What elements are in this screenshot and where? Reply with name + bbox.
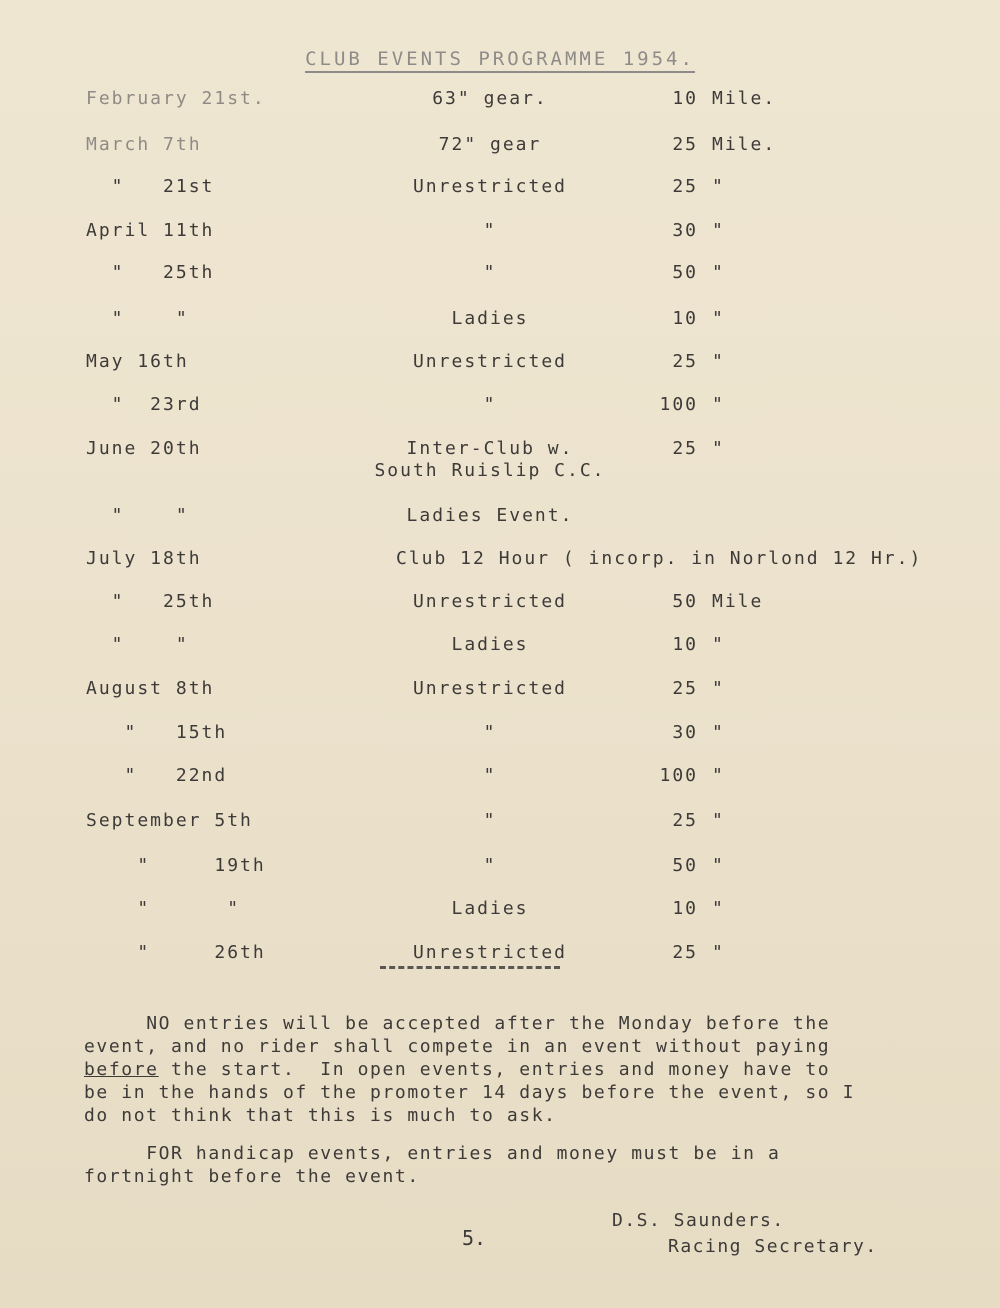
event-distance: 100 bbox=[659, 394, 698, 415]
event-unit: " bbox=[712, 176, 725, 197]
event-name: Inter-Club w. bbox=[406, 438, 574, 459]
event-date: " " bbox=[86, 634, 189, 655]
page-title: CLUB EVENTS PROGRAMME 1954. bbox=[0, 48, 1000, 70]
event-date: April 11th bbox=[86, 220, 215, 241]
event-distance: 100 bbox=[659, 765, 698, 786]
event-date: " " bbox=[86, 308, 189, 329]
event-name: Unrestricted bbox=[412, 176, 568, 197]
event-unit: " bbox=[712, 855, 725, 876]
event-unit: " bbox=[712, 634, 725, 655]
event-distance: 25 bbox=[672, 134, 698, 155]
table-row bbox=[0, 591, 1000, 621]
event-name: Unrestricted bbox=[412, 678, 568, 699]
event-unit: " bbox=[712, 262, 725, 283]
event-unit: " bbox=[712, 394, 725, 415]
event-distance: 25 bbox=[672, 176, 698, 197]
event-date: July 18th bbox=[86, 548, 202, 569]
event-date: February 21st. bbox=[86, 88, 266, 109]
event-date: August 8th bbox=[86, 678, 215, 699]
event-name: 72" gear bbox=[438, 134, 542, 155]
event-date: May 16th bbox=[86, 351, 189, 372]
table-row bbox=[0, 134, 1000, 164]
event-unit: " bbox=[712, 438, 725, 459]
table-row bbox=[0, 634, 1000, 664]
event-distance: 30 bbox=[672, 722, 698, 743]
event-unit: " bbox=[712, 898, 725, 919]
event-unit: " bbox=[712, 351, 725, 372]
event-date: September 5th bbox=[86, 810, 253, 831]
table-row bbox=[0, 548, 1000, 578]
event-date: " 26th bbox=[86, 942, 266, 963]
event-name: Ladies bbox=[451, 634, 529, 655]
event-distance: 10 bbox=[672, 634, 698, 655]
event-name: " bbox=[483, 262, 497, 283]
event-name: 63" gear. bbox=[432, 88, 548, 109]
event-date: " 25th bbox=[86, 591, 215, 612]
signature-name: D.S. Saunders. bbox=[612, 1210, 785, 1231]
signature-role: Racing Secretary. bbox=[668, 1236, 878, 1257]
event-unit: " bbox=[712, 722, 725, 743]
event-date: " 22nd bbox=[86, 765, 228, 786]
event-date: " 23rd bbox=[86, 394, 202, 415]
divider bbox=[380, 966, 560, 969]
event-distance: 50 bbox=[672, 855, 698, 876]
event-distance: 10 bbox=[672, 308, 698, 329]
table-row bbox=[0, 722, 1000, 752]
event-date: " " bbox=[86, 505, 189, 526]
event-distance: 50 bbox=[672, 591, 698, 612]
table-row bbox=[0, 505, 1000, 535]
table-row bbox=[0, 176, 1000, 206]
event-unit: Mile bbox=[712, 591, 764, 612]
event-name: " bbox=[483, 855, 497, 876]
event-distance: 50 bbox=[672, 262, 698, 283]
event-distance: 25 bbox=[672, 942, 698, 963]
event-name-line2: South Ruislip C.C. bbox=[374, 460, 606, 481]
event-name: Ladies Event. bbox=[406, 505, 574, 526]
entries-paragraph: NO entries will be accepted after the Monday before the event, and no rider shall compete in an event without paying before the start. In open events, entries and money have to be in the hands of the promoter 14 days before the event, so I do not think that this is much to ask. bbox=[84, 1013, 856, 1126]
event-name: Club 12 Hour ( incorp. in Norlond 12 Hr.) bbox=[396, 548, 923, 569]
event-name: Unrestricted bbox=[412, 591, 568, 612]
event-date: " 21st bbox=[86, 176, 215, 197]
event-unit: " bbox=[712, 942, 725, 963]
table-row bbox=[0, 88, 1000, 118]
table-row bbox=[0, 855, 1000, 885]
table-row bbox=[0, 438, 1000, 481]
table-row bbox=[0, 262, 1000, 292]
table-row bbox=[0, 898, 1000, 928]
table-row bbox=[0, 394, 1000, 424]
event-date: " " bbox=[86, 898, 241, 919]
signature-block bbox=[612, 1208, 878, 1260]
event-name: " bbox=[483, 394, 497, 415]
event-distance: 30 bbox=[672, 220, 698, 241]
event-unit: " bbox=[712, 765, 725, 786]
event-name: " bbox=[483, 220, 497, 241]
event-name: Ladies bbox=[451, 308, 529, 329]
table-row bbox=[0, 220, 1000, 250]
table-row bbox=[0, 308, 1000, 338]
event-name: " bbox=[483, 722, 497, 743]
event-name: " bbox=[483, 765, 497, 786]
event-unit: Mile. bbox=[712, 134, 777, 155]
page-number: 5. bbox=[462, 1226, 487, 1250]
event-distance: 25 bbox=[672, 678, 698, 699]
event-name: Unrestricted bbox=[412, 351, 568, 372]
table-row bbox=[0, 810, 1000, 840]
event-distance: 25 bbox=[672, 810, 698, 831]
event-unit: Mile. bbox=[712, 88, 777, 109]
handicap-paragraph: FOR handicap events, entries and money must be in a fortnight before the event. bbox=[84, 1143, 781, 1187]
table-row bbox=[0, 351, 1000, 381]
event-date: June 20th bbox=[86, 438, 202, 459]
event-date: " 15th bbox=[86, 722, 228, 743]
event-unit: " bbox=[712, 678, 725, 699]
event-distance: 25 bbox=[672, 351, 698, 372]
event-unit: " bbox=[712, 308, 725, 329]
event-unit: " bbox=[712, 810, 725, 831]
table-row bbox=[0, 765, 1000, 795]
table-row bbox=[0, 678, 1000, 708]
event-name: Ladies bbox=[451, 898, 529, 919]
event-unit: " bbox=[712, 220, 725, 241]
event-date: March 7th bbox=[86, 134, 202, 155]
event-name: " bbox=[483, 810, 497, 831]
event-date: " 19th bbox=[86, 855, 266, 876]
event-date: " 25th bbox=[86, 262, 215, 283]
event-name: Unrestricted bbox=[412, 942, 568, 963]
event-distance: 25 bbox=[672, 438, 698, 459]
event-distance: 10 bbox=[672, 898, 698, 919]
event-distance: 10 bbox=[672, 88, 698, 109]
